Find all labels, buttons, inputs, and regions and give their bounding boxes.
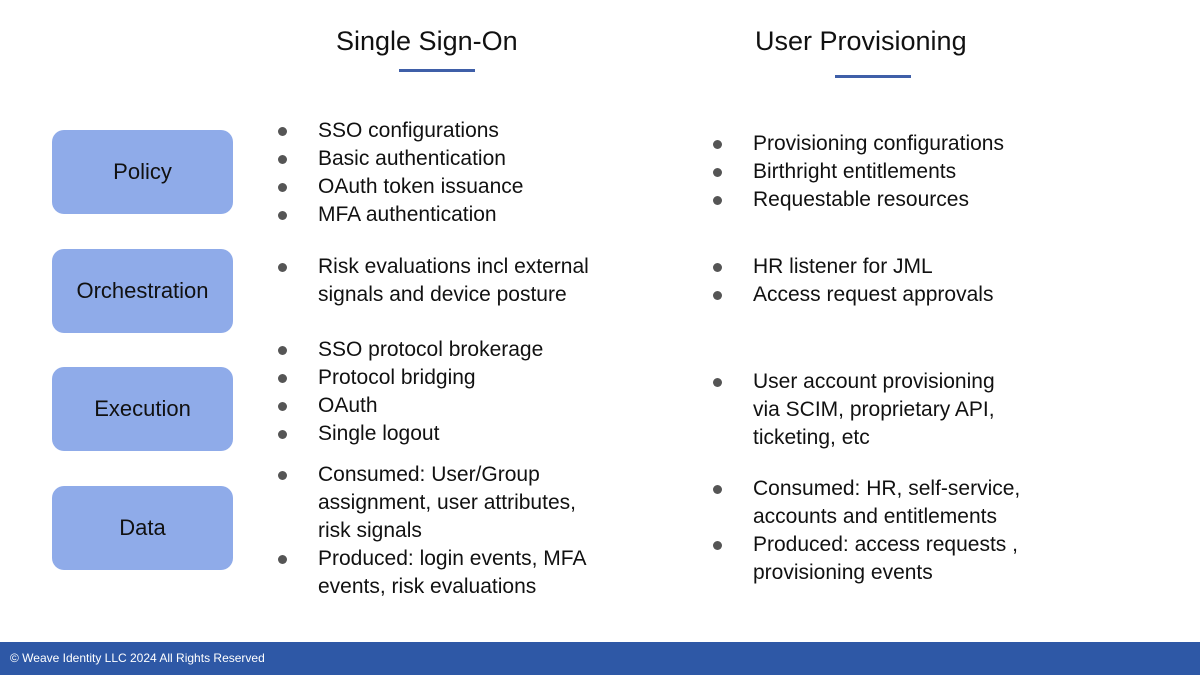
bullet-item: MFA authentication [276, 201, 523, 229]
row-label-policy: Policy [52, 130, 233, 214]
row-label-orchestration: Orchestration [52, 249, 233, 333]
bullet-item: HR listener for JML [711, 253, 993, 281]
bullet-item: OAuth token issuance [276, 173, 523, 201]
bullet-item: Birthright entitlements [711, 158, 1004, 186]
bullet-item: SSO protocol brokerage [276, 336, 543, 364]
sso-title-underline [399, 69, 475, 72]
bullet-item: Requestable resources [711, 186, 1004, 214]
bullet-item: Produced: access requests , provisioning events [711, 531, 1020, 587]
provisioning-execution-list [711, 368, 995, 452]
bullet-item: Single logout [276, 420, 543, 448]
provisioning-column-title: User Provisioning [755, 26, 967, 56]
sso-execution-list [276, 336, 543, 448]
bullet-item: User account provisioning via SCIM, proprietary API, ticketing, etc [711, 368, 995, 452]
sso-policy-list [276, 117, 523, 229]
bullet-item: Consumed: User/Group assignment, user attributes, risk signals [276, 461, 586, 545]
bullet-item: Protocol bridging [276, 364, 543, 392]
provisioning-policy-list [711, 130, 1004, 214]
row-label-execution: Execution [52, 367, 233, 451]
provisioning-data-list [711, 475, 1020, 587]
bullet-item: Provisioning configurations [711, 130, 1004, 158]
sso-data-list [276, 461, 586, 601]
copyright-text: © Weave Identity LLC 2024 All Rights Reserved [10, 651, 265, 665]
bullet-item: Risk evaluations incl external signals and device posture [276, 253, 589, 309]
bullet-item: Produced: login events, MFA events, risk evaluations [276, 545, 586, 601]
sso-column-title: Single Sign-On [336, 26, 518, 56]
bullet-item: OAuth [276, 392, 543, 420]
bullet-item: SSO configurations [276, 117, 523, 145]
footer-bar [0, 642, 1200, 675]
bullet-item: Basic authentication [276, 145, 523, 173]
sso-orchestration-list [276, 253, 589, 309]
provisioning-title-underline [835, 75, 911, 78]
row-label-data: Data [52, 486, 233, 570]
bullet-item: Access request approvals [711, 281, 993, 309]
bullet-item: Consumed: HR, self-service, accounts and entitlements [711, 475, 1020, 531]
provisioning-orchestration-list [711, 253, 993, 309]
